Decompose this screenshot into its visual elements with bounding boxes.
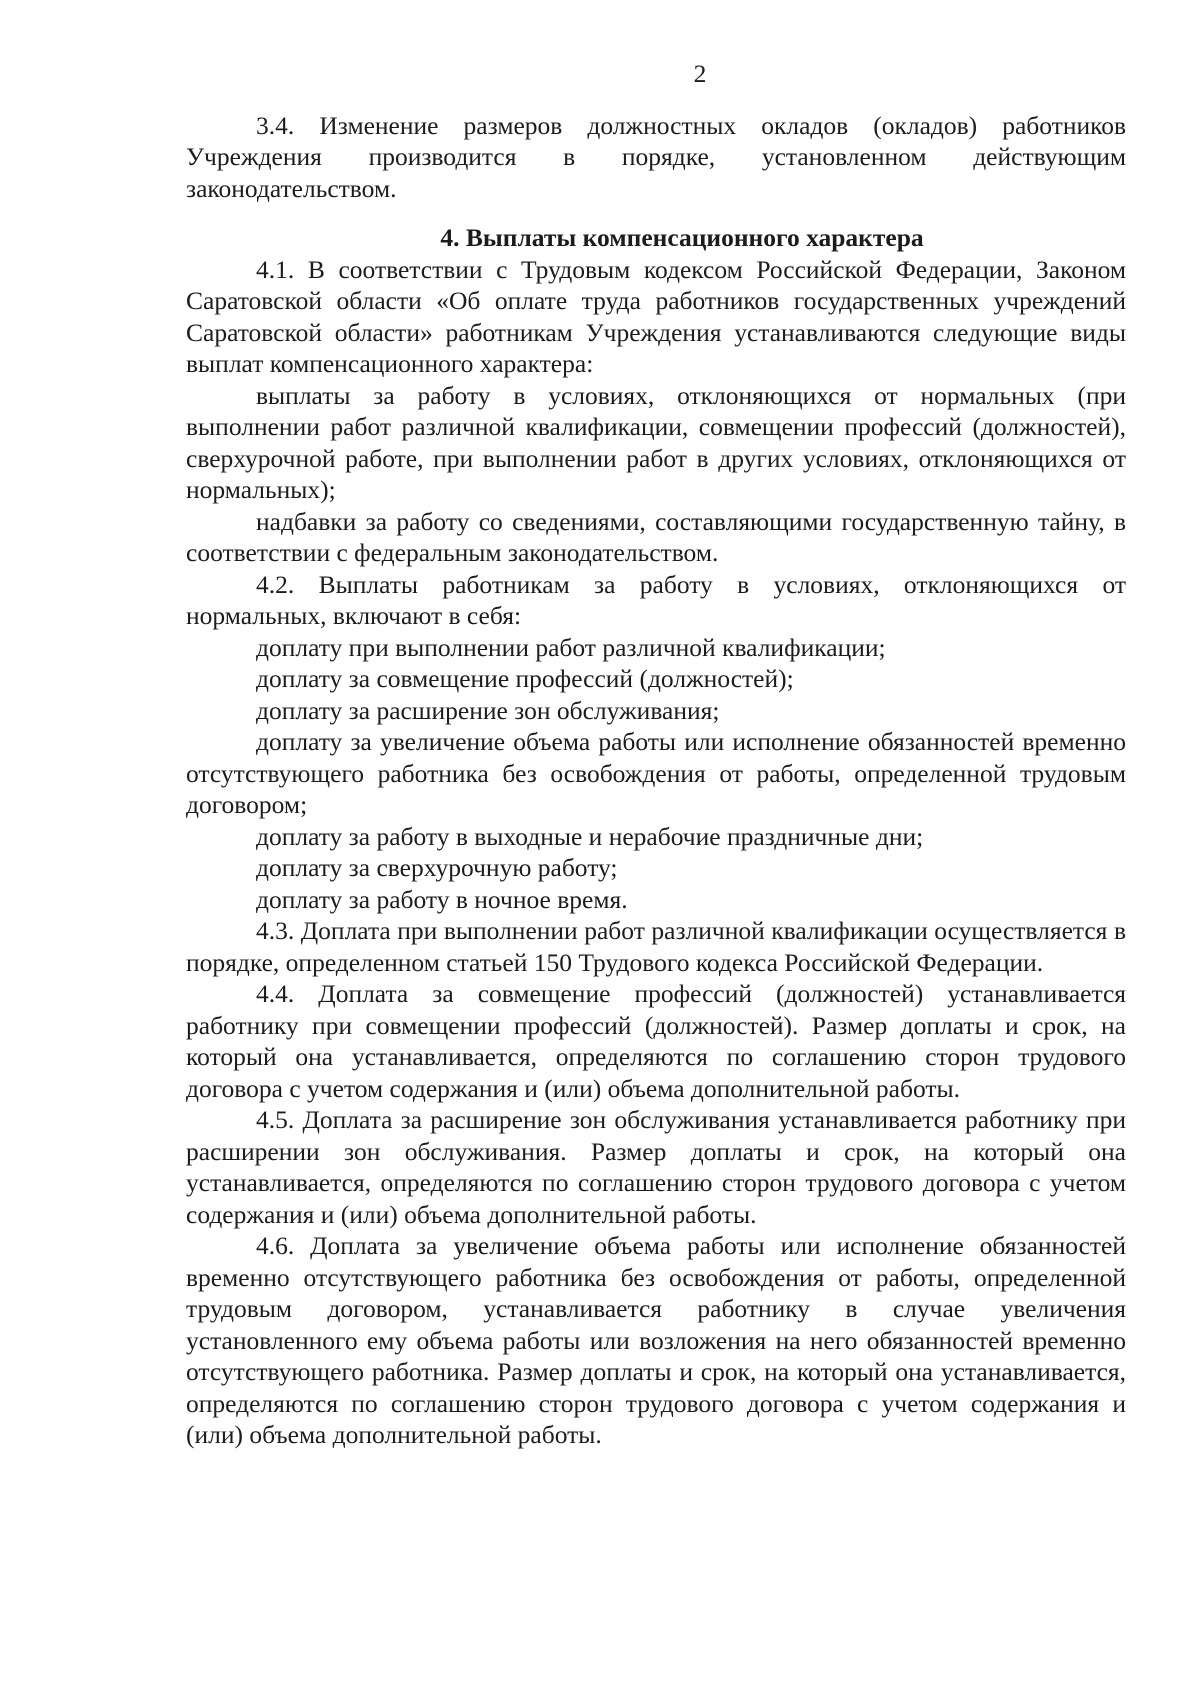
list-item: доплату за расширение зон обслуживания; xyxy=(256,695,720,725)
clause-4-5: 4.5. Доплата за расширение зон обслуживания устанавливается работнику при расширении зон обслуживания. Размер доплаты и срок, на который она устанавливается, определяются по соглашению сторон трудового договора с учетом содержания и (или) объема дополнительной работы. xyxy=(186,1105,1126,1229)
list-item: доплату за увеличение объема работы или исполнение обязанностей временно отсутствующего работника без освобождения от работы, определенной трудовым договором; xyxy=(186,727,1126,819)
list-item: надбавки за работу со сведениями, составляющими государственную тайну, в соответствии с федеральным законодательством. xyxy=(186,506,1126,567)
clause-4-6: 4.6. Доплата за увеличение объема работы или исполнение обязанностей временно отсутствующего работника без освобождения от работы, определенной трудовым договором, устанавливается работнику в случае увеличения установленного ему объема работы или возложения на него обязанностей временно отсутствующего работника. Размер доплаты и срок, на который она устанавливается, определяются по соглашению сторон трудового договора с учетом содержания и (или) объема дополнительной работы. xyxy=(186,1231,1126,1449)
page-number: 2 xyxy=(693,59,707,88)
clause-3-4: 3.4. Изменение размеров должностных окладов (окладов) работников Учреждения производится в порядке, установленном действующим законодательством. xyxy=(186,110,1126,203)
list-item: доплату за сверхурочную работу; xyxy=(256,853,618,882)
section-heading: 4. Выплаты компенсационного характера xyxy=(440,223,924,252)
clause-4-2: 4.2. Выплаты работникам за работу в условиях, отклоняющихся от нормальных, включают в себя: xyxy=(186,569,1126,630)
clause-4-4: 4.4. Доплата за совмещение профессий (должностей) устанавливается работнику при совмещении профессий (должностей). Размер доплаты и срок, на который она устанавливается, определяются по соглашению сторон трудового договора с учетом содержания и (или) объема дополнительной работы. xyxy=(186,979,1126,1103)
list-item: доплату при выполнении работ различной квалификации; xyxy=(256,632,886,662)
document-page xyxy=(186,58,1126,1451)
list-item: доплату за совмещение профессий (должностей); xyxy=(256,664,794,693)
list-item: выплаты за работу в условиях, отклоняющихся от нормальных (при выполнении работ различной квалификации, совмещении профессий (должностей), сверхурочной работе, при выполнении работ в других условиях, отклоняющихся от нормальных); xyxy=(186,380,1126,504)
list-item: доплату за работу в ночное время. xyxy=(256,884,628,914)
list-item: доплату за работу в выходные и нерабочие праздничные дни; xyxy=(256,821,924,851)
clause-4-3: 4.3. Доплата при выполнении работ различной квалификации осуществляется в порядке, определенном статьей 150 Трудового кодекса Российской Федерации. xyxy=(186,916,1126,977)
clause-4-1: 4.1. В соответствии с Трудовым кодексом Российской Федерации, Законом Саратовской области «Об оплате труда работников государственных учреждений Саратовской области» работникам Учреждения устанавливаются следующие виды выплат компенсационного характера: xyxy=(186,254,1126,378)
